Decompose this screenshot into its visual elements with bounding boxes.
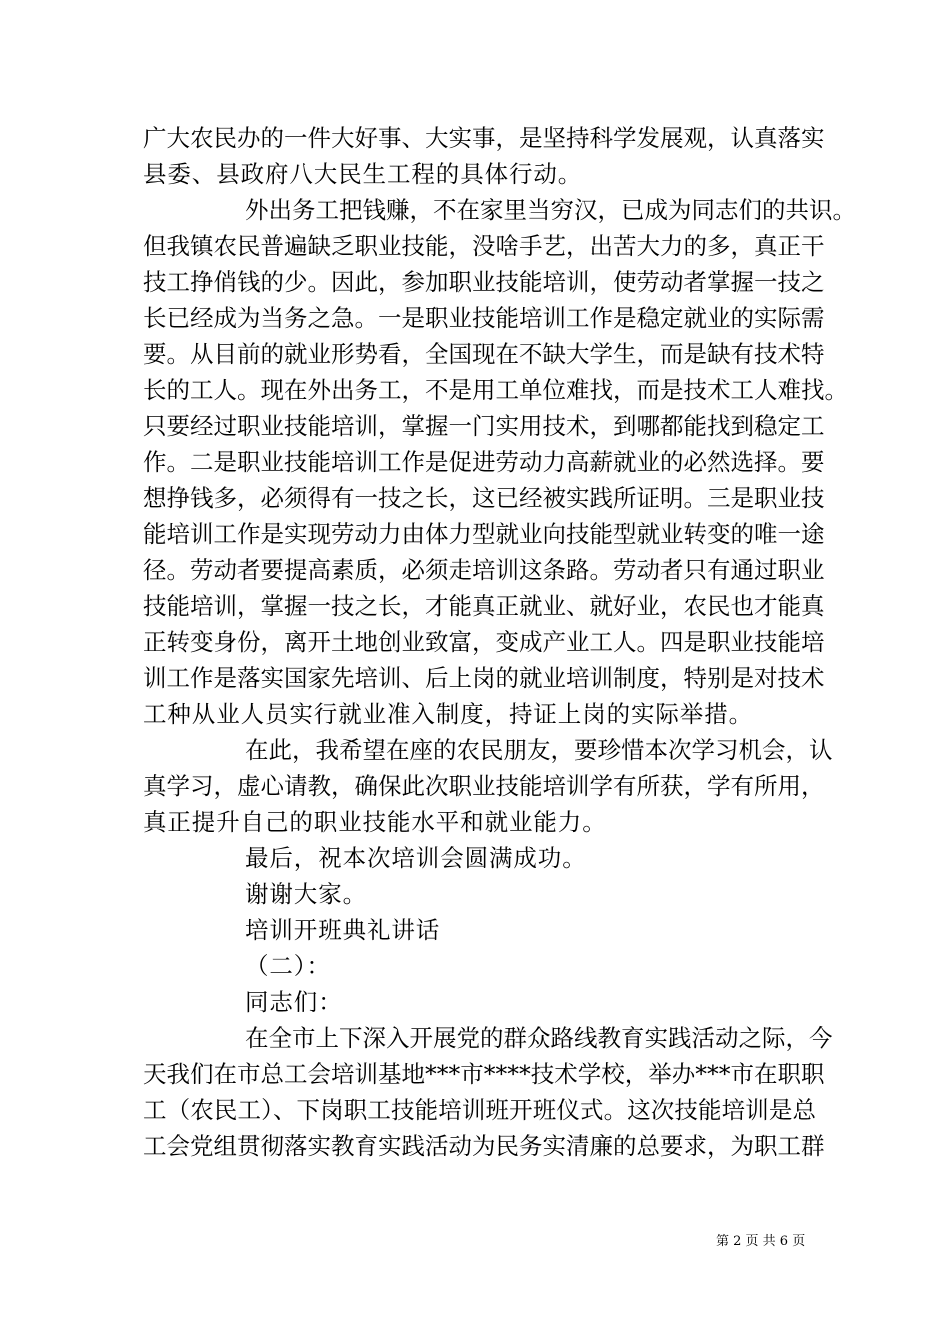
text-line: 长已经成为当务之急。一是职业技能培训工作是稳定就业的实际需 [143, 304, 825, 332]
text-line: 工种从业人员实行就业准入制度，持证上岗的实际举措。 [143, 700, 753, 728]
page-number: 第 2 页 共 6 页 [716, 1234, 806, 1249]
text-line: 工会党组贯彻落实教育实践活动为民务实清廉的总要求，为职工群 [143, 1132, 825, 1160]
text-line: 要。从目前的就业形势看，全国现在不缺大学生，而是缺有技术特 [143, 340, 825, 368]
text-line: 径。劳动者要提高素质，必须走培训这条路。劳动者只有通过职业 [143, 556, 825, 584]
thanks-line: 谢谢大家。 [245, 880, 367, 908]
text-line: 真学习，虚心请教，确保此次职业技能培训学有所获，学有所用， [143, 772, 825, 800]
paragraph-first-line: 外出务工把钱赚，不在家里当穷汉，已成为同志们的共识。 [245, 196, 856, 224]
salutation: 同志们： [245, 988, 343, 1016]
text-line: 作。二是职业技能培训工作是促进劳动力高薪就业的必然选择。要 [143, 448, 825, 476]
text-line: 长的工人。现在外出务工，不是用工单位难找，而是技术工人难找。 [143, 376, 848, 404]
text-line: 能培训工作是实现劳动力由体力型就业向技能型就业转变的唯一途 [143, 520, 825, 548]
text-line: 技能培训，掌握一技之长，才能真正就业、就好业，农民也才能真 [143, 592, 825, 620]
text-line: 真正提升自己的职业技能水平和就业能力。 [143, 808, 607, 836]
text-line: 训工作是落实国家先培训、后上岗的就业培训制度，特别是对技术 [143, 664, 825, 692]
text-line: 天我们在市总工会培训基地***市****技术学校，举办***市在职职 [143, 1060, 825, 1088]
paragraph-first-line: 在全市上下深入开展党的群众路线教育实践活动之际，今 [245, 1024, 833, 1052]
closing-line: 最后，祝本次培训会圆满成功。 [245, 844, 587, 872]
text-line: 县委、县政府八大民生工程的具体行动。 [143, 160, 583, 188]
text-line: 想挣钱多，必须得有一技之长，这已经被实践所证明。三是职业技 [143, 484, 825, 512]
section-title: 培训开班典礼讲话 [245, 916, 441, 944]
section-number: （二）： [245, 952, 331, 980]
paragraph-first-line: 在此，我希望在座的农民朋友，要珍惜本次学习机会，认 [245, 736, 833, 764]
text-line: 只要经过职业技能培训，掌握一门实用技术，到哪都能找到稳定工 [143, 412, 825, 440]
text-line: 技工挣俏钱的少。因此，参加职业技能培训，使劳动者掌握一技之 [143, 268, 825, 296]
text-line: 但我镇农民普遍缺乏职业技能，没啥手艺，出苦大力的多，真正干 [143, 232, 825, 260]
text-line: 广大农民办的一件大好事、大实事，是坚持科学发展观，认真落实 [143, 124, 825, 152]
text-line: 工（农民工）、下岗职工技能培训班开班仪式。这次技能培训是总 [143, 1096, 816, 1124]
text-line: 正转变身份，离开土地创业致富，变成产业工人。四是职业技能培 [143, 628, 825, 656]
